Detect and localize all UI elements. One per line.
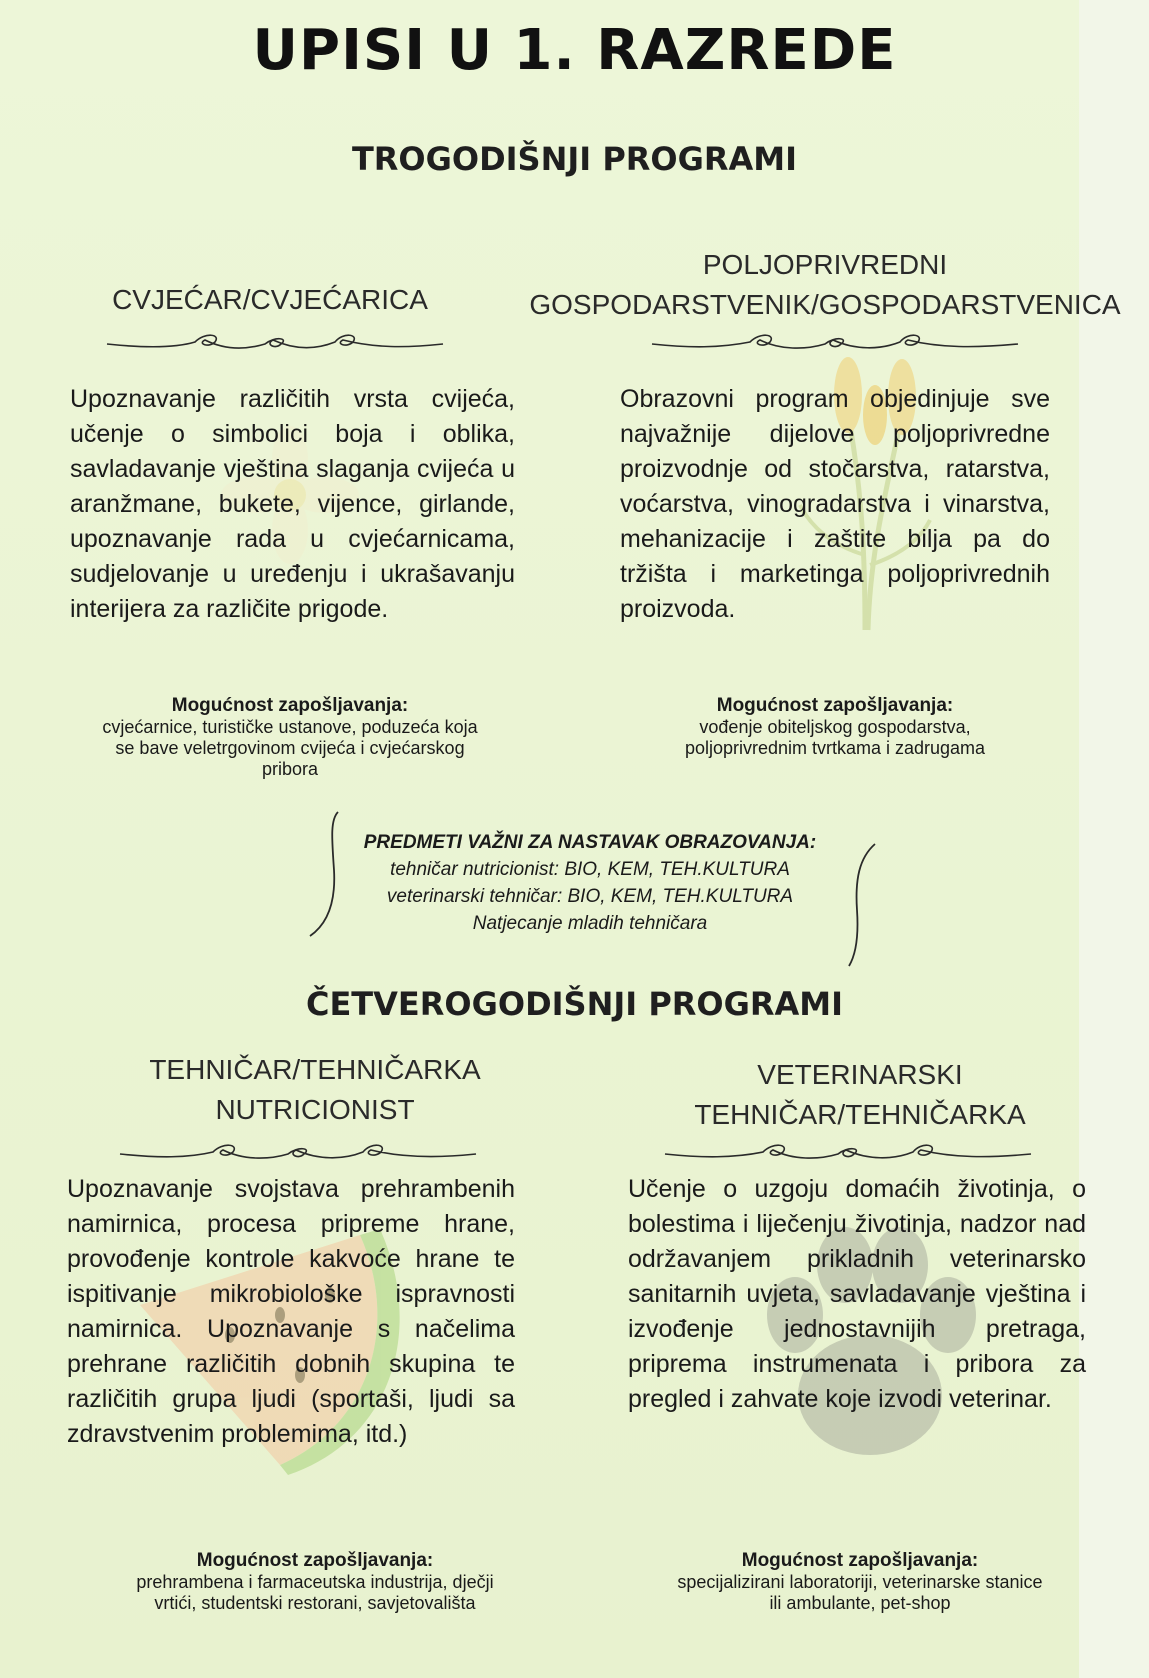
nutritionist-title-line1: TEHNIČAR/TEHNIČARKA <box>149 1054 481 1085</box>
veterinary-employment-text: specijalizirani laboratoriji, veterinarske stanice ili ambulante, pet-shop <box>677 1572 1043 1613</box>
veterinary-title <box>660 1055 1060 1135</box>
farmer-divider-ornament <box>650 330 1020 356</box>
nutritionist-employment-label: Mogućnost zapošljavanja: <box>196 1550 434 1571</box>
farmer-title-line1: POLJOPRIVREDNI <box>702 249 948 280</box>
four-year-heading: ČETVEROGODIŠNJI PROGRAMI <box>305 985 844 1023</box>
farmer-employment <box>645 695 1025 759</box>
subjects-title: PREDMETI VAŽNI ZA NASTAVAK OBRAZOVANJA: <box>363 832 817 853</box>
nutritionist-description: Upoznavanje svojstava prehrambenih namirnica, procesa pripreme hrane, provođenje kontrole kakvoće hrane te ispitivanje mikrobiološke ispravnosti namirnica. Upoznavanje s načelima prehrane različitih dobnih skupina te različitih grupa ljudi (sportaši, ljudi sa zdravstvenim problemima, itd.) <box>67 1175 515 1448</box>
page-title: UPISI U 1. RAZREDE <box>252 18 897 83</box>
florist-employment-label: Mogućnost zapošljavanja: <box>171 695 409 716</box>
veterinary-employment <box>670 1550 1050 1614</box>
veterinary-title-line1: VETERINARSKI <box>757 1059 963 1090</box>
nutritionist-employment-text: prehrambena i farmaceutska industrija, dječji vrtići, studentski restorani, savjetovališta <box>136 1572 494 1613</box>
florist-divider-ornament <box>105 330 445 356</box>
nutritionist-divider-ornament <box>118 1140 478 1166</box>
subjects-right-bracket <box>845 840 885 970</box>
farmer-description: Obrazovni program objedinjuje sve najvažnije dijelove poljoprivredne proizvodnje od stočarstva, ratarstva, voćarstva, vinogradarstva i vinarstva, mehanizacije i zaštite bilja pa do tržišta i marketinga poljoprivrednih proizvoda. <box>620 385 1050 623</box>
veterinary-employment-label: Mogućnost zapošljavanja: <box>741 1550 979 1571</box>
three-year-heading: TROGODIŠNJI PROGRAMI <box>351 140 798 178</box>
subjects-line-nutritionist: tehničar nutricionist: BIO, KEM, TEH.KULTURA <box>390 859 790 880</box>
farmer-employment-text: vođenje obiteljskog gospodarstva, poljoprivrednim tvrtkama i zadrugama <box>684 717 986 758</box>
florist-employment-text: cvjećarnice, turističke ustanove, poduzeća koja se bave veletrgovinom cvijeća i cvjećarskog pribora <box>102 717 478 779</box>
subjects-line-competition: Natjecanje mladih tehničara <box>472 913 708 934</box>
florist-description: Upoznavanje različitih vrsta cvijeća, učenje o simbolici boja i oblika, savladavanje vještina slaganja cvijeća u aranžmane, bukete, vijence, girlande, upoznavanje rada u cvjećarnicama, sudjelovanje u uređenju i ukrašavanju interijera za različite prigode. <box>70 385 515 623</box>
florist-employment <box>95 695 485 780</box>
veterinary-description: Učenje o uzgoju domaćih životinja, o bolestima i liječenju životinja, nadzor nad održavanjem prikladnih veterinarsko sanitarnih uvjeta, savladavanje vještina i izvođenje jednostavnijih pretraga, priprema instrumenata i pribora za pregled i zahvate koje izvodi veterinar. <box>628 1175 1086 1413</box>
nutritionist-title <box>110 1050 520 1130</box>
veterinary-title-line2: TEHNIČAR/TEHNIČARKA <box>694 1099 1026 1130</box>
nutritionist-title-line2: NUTRICIONIST <box>215 1094 415 1125</box>
farmer-employment-label: Mogućnost zapošljavanja: <box>716 695 954 716</box>
nutritionist-employment <box>125 1550 505 1614</box>
farmer-title-line2: GOSPODARSTVENIK/GOSPODARSTVENICA <box>529 289 1121 320</box>
subjects-box <box>330 830 850 937</box>
subjects-line-veterinary: veterinarski tehničar: BIO, KEM, TEH.KULTURA <box>386 886 794 907</box>
florist-title: CVJEĆAR/CVJEĆARICA <box>112 284 428 315</box>
veterinary-divider-ornament <box>663 1140 1033 1166</box>
farmer-title <box>515 245 1135 325</box>
